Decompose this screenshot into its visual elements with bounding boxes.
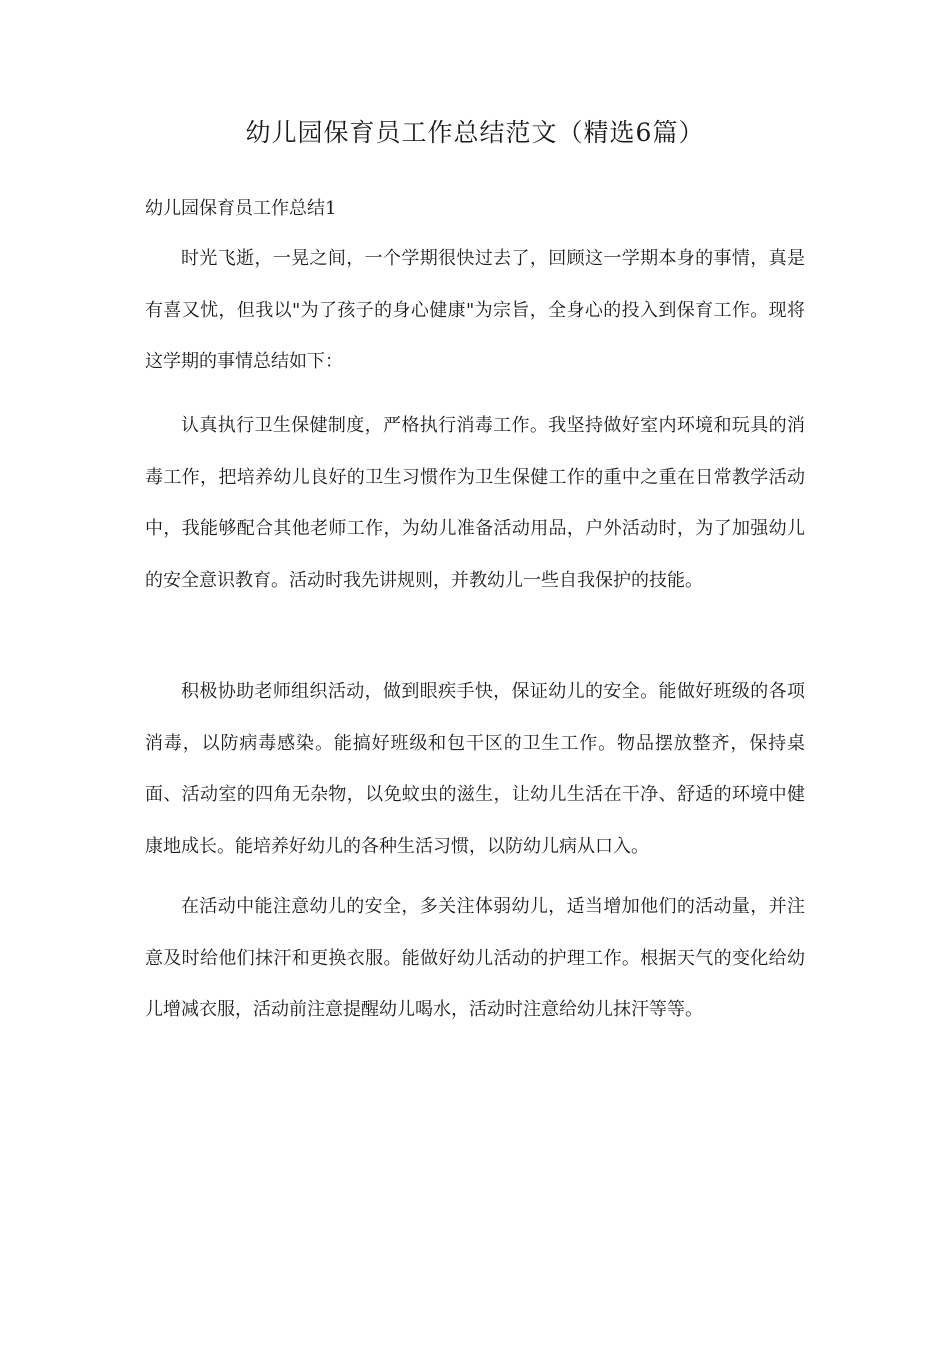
paragraph-safety-care: 在活动中能注意幼儿的安全，多关注体弱幼儿，适当增加他们的活动量，并注意及时给他们抹汗和更换衣服。能做好幼儿活动的护理工作。根据天气的变化给幼儿增减衣服，活动前注意提醒幼儿喝水，活动时注意给幼儿抹汗等等。 [145,896,805,1020]
paragraph-hygiene: 认真执行卫生保健制度，严格执行消毒工作。我坚持做好室内环境和玩具的消毒工作，把培养幼儿良好的卫生习惯作为卫生保健工作的重中之重在日常教学活动中，我能够配合其他老师工作，为幼儿准备活动用品，户外活动时，为了加强幼儿的安全意识教育。活动时我先讲规则，并教幼儿一些自我保护的技能。 [145,415,805,591]
paragraph-intro: 时光飞逝，一晃之间，一个学期很快过去了，回顾这一学期本身的事情，真是有喜又忧，但我以"为了孩子的身心健康"为宗旨，全身心的投入到保育工作。现将这学期的事情总结如下： [145,248,805,372]
section-heading: 幼儿园保育员工作总结1 [145,198,337,219]
paragraph-assist-teacher: 积极协助老师组织活动，做到眼疾手快，保证幼儿的安全。能做好班级的各项消毒，以防病毒感染。能搞好班级和包干区的卫生工作。物品摆放整齐，保持桌面、活动室的四角无杂物，以免蚊虫的滋生，让幼儿生活在干净、舒适的环境中健康地成长。能培养好幼儿的各种生活习惯，以防幼儿病从口入。 [145,681,805,857]
document-title: 幼儿园保育员工作总结范文（精选6篇） [245,118,705,147]
